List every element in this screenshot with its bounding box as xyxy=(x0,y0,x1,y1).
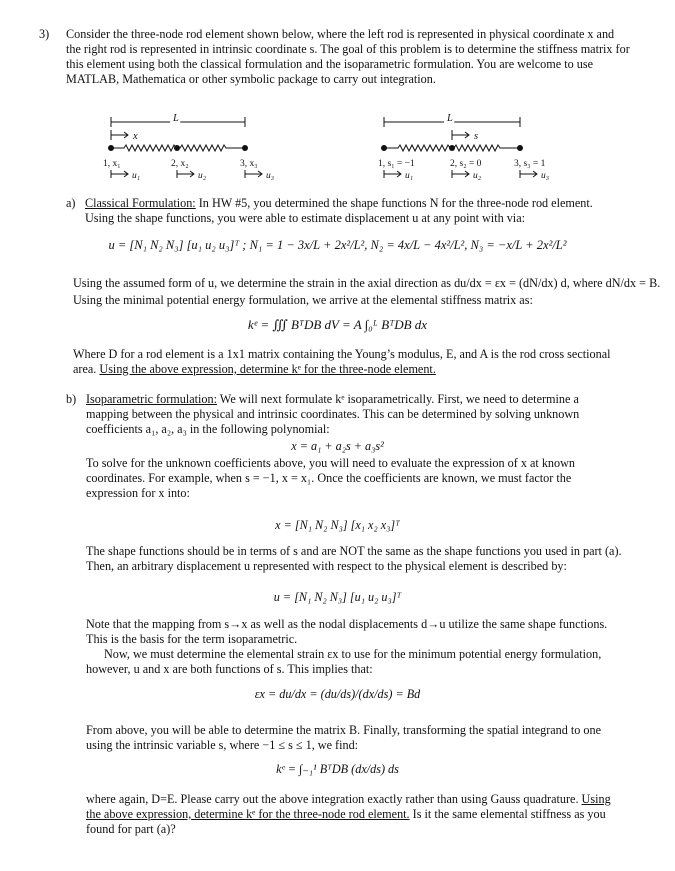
part-b-line-9: Note that the mapping from s→x as well as the nodal displacements d→u utilize the same shape functions. xyxy=(86,617,608,631)
left-disp-label-2: u₂ xyxy=(198,171,207,181)
right-node-label-1: 1, s₁ = −1 xyxy=(378,159,415,169)
right-node-2 xyxy=(449,145,455,151)
part-a-task: Using the above expression, determine kᵉ for the three-node element. xyxy=(99,362,436,376)
part-b-equation-2: x = [N₁ N₂ N₃] [x₁ x₂ x₃]ᵀ xyxy=(275,518,400,532)
part-a-line-1: Classical Formulation: In HW #5, you determined the shape functions N for the three-node rod element. xyxy=(85,196,593,210)
problem-number: 3) xyxy=(39,27,50,41)
part-b-line-16: the above expression, determine kᵉ for the three-node rod element. Is it the same elemental stiffness as you xyxy=(86,807,606,821)
part-b-line-7: The shape functions should be in terms of s and are NOT the same as the shape functions you used in part (a). xyxy=(86,544,622,558)
part-b-line-15: where again, D=E. Please carry out the above integration exactly rather than using Gauss quadrature. Using xyxy=(86,792,611,806)
left-node-label-1: 1, x₁ xyxy=(103,159,121,169)
part-a-line-5: Where D for a rod element is a 1x1 matrix containing the Young’s modulus, E, and A is the rod cross sectional xyxy=(73,347,611,361)
part-b-line-10: This is the basis for the term isoparametric. xyxy=(86,632,298,646)
part-b-task: the above expression, determine kᵉ for the three-node rod element. xyxy=(86,807,410,821)
left-disp-label-1: u₁ xyxy=(132,171,141,181)
part-a-heading: Classical Formulation: xyxy=(85,196,196,210)
part-b-equation-5: kᵉ = ∫₋₁¹ BᵀDB (dx/ds) ds xyxy=(276,762,399,776)
part-b-line-11: Now, we must determine the elemental strain εx to use for the minimum potential energy formulation, xyxy=(104,647,602,661)
part-b-line-12: however, u and x are both functions of s. This implies that: xyxy=(86,662,373,676)
left-node-label-2: 2, x₂ xyxy=(171,159,189,169)
left-length-label: L xyxy=(173,113,179,124)
part-b-line-6: expression for x into: xyxy=(86,486,190,500)
left-disp-label-3: u₃ xyxy=(266,171,275,181)
right-length-label: L xyxy=(447,113,453,124)
part-b-line-4: To solve for the unknown coefficients above, you will need to evaluate the expression of x at known xyxy=(86,456,575,470)
right-node-1 xyxy=(381,145,387,151)
right-node-label-3: 3, s₃ = 1 xyxy=(514,159,546,169)
part-a-line-6: area. Using the above expression, determine kᵉ for the three-node element. xyxy=(73,362,436,376)
left-node-2 xyxy=(174,145,180,151)
rod-element-figure xyxy=(0,108,675,188)
part-b-line-8: Then, an arbitrary displacement u represented with respect to the physical element is described by: xyxy=(86,559,567,573)
intro-line-4: MATLAB, Mathematica or other symbolic package to carry out integration. xyxy=(66,72,436,86)
right-disp-label-2: u₂ xyxy=(473,171,482,181)
part-b-line-1: Isoparametric formulation: We will next formulate kᵉ isoparametrically. First, we need to determine a xyxy=(86,392,579,406)
right-axis-label: s xyxy=(474,131,479,142)
part-b-line-5: coordinates. For example, when s = −1, x = x₁. Once the coefficients are known, we must factor the xyxy=(86,471,572,485)
part-a-line-4: Using the minimal potential energy formulation, we arrive at the elemental stiffness matrix as: xyxy=(73,293,533,307)
part-b-equation-4: εx = du/dx = (du/ds)/(dx/ds) = Bd xyxy=(254,687,421,701)
part-b-heading: Isoparametric formulation: xyxy=(86,392,217,406)
right-disp-label-3: u₃ xyxy=(541,171,550,181)
left-node-label-3: 3, x₃ xyxy=(240,159,258,169)
part-b-line-14: using the intrinsic variable s, where −1 ≤ s ≤ 1, we find: xyxy=(86,738,359,752)
part-b-line-13: From above, you will be able to determine the matrix B. Finally, transforming the spatial integrand to one xyxy=(86,723,602,737)
intro-line-1: Consider the three-node rod element shown below, where the left rod is represented in physical coordinate x and xyxy=(66,27,615,41)
part-b-equation-3: u = [N₁ N₂ N₃] [u₁ u₂ u₃]ᵀ xyxy=(273,590,402,604)
left-node-3 xyxy=(242,145,248,151)
part-b-label: b) xyxy=(66,392,77,406)
part-b-line-3: coefficients a₁, a₂, a₃ in the following polynomial: xyxy=(86,422,330,436)
part-b-line-17: found for part (a)? xyxy=(86,822,176,836)
left-node-1 xyxy=(108,145,114,151)
right-node-label-2: 2, s₂ = 0 xyxy=(450,159,482,169)
right-node-3 xyxy=(517,145,523,151)
intro-line-2: the right rod is represented in intrinsic coordinate s. The goal of this problem is to determine the stiffness matrix for xyxy=(66,42,630,56)
left-axis-label: x xyxy=(133,131,138,142)
part-a-line-2: Using the shape functions, you were able to estimate displacement u at any point with via: xyxy=(85,211,525,225)
right-disp-label-1: u₁ xyxy=(405,171,414,181)
part-b-equation-1: x = a₁ + a₂s + a₃s² xyxy=(291,439,384,453)
part-b-line-2: mapping between the physical and intrinsic coordinates. This can be determined by solving unknown xyxy=(86,407,580,421)
part-a-line-3: Using the assumed form of u, we determine the strain in the axial direction as du/dx = εx = (dN/dx) d, where dN/dx = B. xyxy=(73,276,661,290)
part-a-label: a) xyxy=(66,196,76,210)
part-a-equation-1: u = [N₁ N₂ N₃] [u₁ u₂ u₃]ᵀ ; N₁ = 1 − 3x/L + 2x²/L², N₂ = 4x/L − 4x²/L², N₃ = −x/L + 2x²/L² xyxy=(108,238,567,252)
part-a-equation-2: kᵉ = ∭ BᵀDB dV = A ∫₀ᴸ BᵀDB dx xyxy=(247,317,428,332)
intro-line-3: this element using both the classical formulation and the isoparametric formulation. You are welcome to use xyxy=(66,57,593,71)
